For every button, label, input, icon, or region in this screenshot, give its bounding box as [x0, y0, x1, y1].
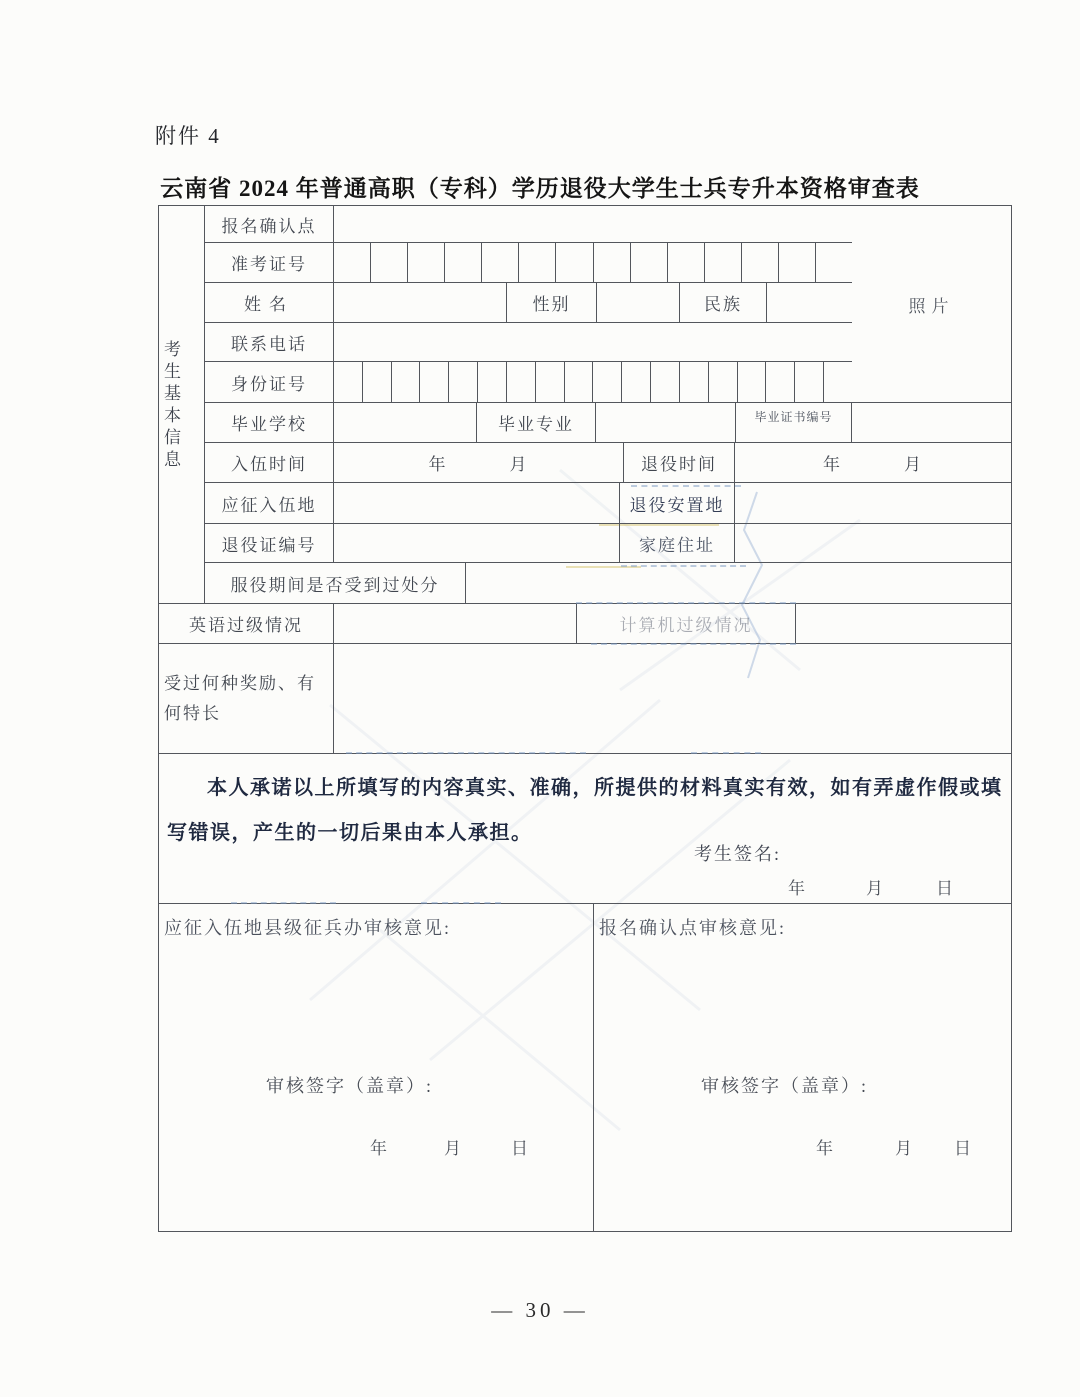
- english-level-input[interactable]: [334, 604, 577, 644]
- label-text: 计算机过级情况: [619, 616, 753, 635]
- review-box-title: 应征入伍地县级征兵办审核意见:: [164, 918, 451, 938]
- day-label: 日: [954, 1139, 973, 1158]
- scan-artifact: [231, 902, 336, 904]
- review-box-title: 报名确认点审核意见:: [599, 918, 787, 938]
- year-label: 年: [428, 455, 448, 474]
- label-computer-level: [577, 604, 796, 644]
- digit-box[interactable]: [779, 243, 816, 282]
- label-english-level: [159, 604, 334, 644]
- settle-place-input[interactable]: [735, 483, 1011, 524]
- digit-box[interactable]: [449, 362, 478, 402]
- label-text: 联系电话: [231, 334, 307, 354]
- label-text: 毕业学校: [231, 415, 307, 434]
- digit-box[interactable]: [709, 362, 738, 402]
- label-home-address: [620, 524, 735, 563]
- page-number: — 30 —: [491, 1298, 589, 1322]
- review-sign-label: 审核签字（盖章）:: [266, 1076, 434, 1096]
- scan-artifact: [421, 902, 501, 904]
- name-input[interactable]: [334, 283, 507, 323]
- digit-box[interactable]: [680, 362, 709, 402]
- gender-input[interactable]: [597, 283, 680, 323]
- ethnicity-input[interactable]: [767, 283, 852, 323]
- label-grad-major: [477, 403, 596, 443]
- label-text: 准考证号: [231, 255, 307, 274]
- retire-cert-no-input[interactable]: [334, 524, 620, 563]
- day-label: 日: [936, 879, 953, 898]
- label-text: 毕业专业: [498, 415, 574, 434]
- sidebar-line: 考生: [164, 339, 186, 381]
- label-text: 家庭住址: [639, 535, 715, 555]
- digit-box[interactable]: [556, 243, 593, 282]
- diploma-no-input[interactable]: [852, 403, 1011, 443]
- awards-input[interactable]: [334, 644, 1011, 754]
- label-text: 毕业证书编号: [754, 410, 833, 424]
- digit-box[interactable]: [766, 362, 795, 402]
- discipline-input[interactable]: [466, 563, 1011, 604]
- digit-box[interactable]: [816, 243, 852, 282]
- review-box-recruitment-office[interactable]: [159, 904, 594, 1231]
- digit-box[interactable]: [408, 243, 445, 282]
- page-title: 云南省 2024 年普通高职（专科）学历退役大学生士兵专升本资格审查表: [160, 176, 920, 201]
- grad-school-input[interactable]: [334, 403, 477, 443]
- label-phone: [205, 323, 334, 362]
- enlist-time-input[interactable]: [334, 443, 624, 483]
- phone-input[interactable]: [334, 323, 852, 362]
- candidate-signature-label: 考生签名:: [694, 844, 782, 864]
- year-label: 年: [788, 879, 805, 898]
- label-settle-place: [620, 483, 735, 524]
- digit-box[interactable]: [795, 362, 824, 402]
- label-text: 民族: [704, 295, 742, 314]
- scan-artifact: [576, 602, 796, 604]
- label-enlist-place: [205, 483, 334, 524]
- qualification-review-table: [158, 205, 1012, 1232]
- label-grad-school: [205, 403, 334, 443]
- year-label: 年: [816, 1139, 835, 1158]
- digit-box[interactable]: [536, 362, 565, 402]
- digit-box[interactable]: [519, 243, 556, 282]
- digit-box[interactable]: [363, 362, 392, 402]
- label-text: 应征入伍地: [221, 495, 317, 515]
- scan-artifact: [621, 565, 746, 567]
- digit-box[interactable]: [594, 243, 631, 282]
- digit-box[interactable]: [705, 243, 742, 282]
- digit-box[interactable]: [565, 362, 594, 402]
- digit-box[interactable]: [371, 243, 408, 282]
- digit-box[interactable]: [738, 362, 767, 402]
- attachment-label: 附件 4: [155, 124, 221, 148]
- digit-box[interactable]: [593, 362, 622, 402]
- photo-placeholder: [852, 206, 1011, 403]
- photo-label: 照片: [908, 296, 955, 316]
- digit-box[interactable]: [631, 243, 668, 282]
- label-text: 受过何种奖励、有何特长: [164, 673, 316, 723]
- digit-box[interactable]: [392, 362, 421, 402]
- label-text: 退役证编号: [221, 535, 317, 555]
- label-id-number: [205, 362, 334, 403]
- label-discipline: [205, 563, 466, 604]
- digit-box[interactable]: [668, 243, 705, 282]
- home-address-input[interactable]: [735, 524, 1011, 563]
- digit-box[interactable]: [651, 362, 680, 402]
- digit-box[interactable]: [824, 362, 852, 402]
- label-text: 英语过级情况: [189, 616, 303, 635]
- year-label: 年: [823, 455, 842, 474]
- label-admission-ticket: [205, 243, 334, 283]
- label-awards: [159, 644, 334, 754]
- label-text: 报名确认点: [221, 216, 317, 236]
- pledge-text: 本人承诺以上所填写的内容真实、准确，所提供的材料真实有效，如有弄虚作假或填写错误，产生的一切后果由本人承担。: [167, 777, 1003, 844]
- retire-time-input[interactable]: [735, 443, 1011, 483]
- digit-box[interactable]: [482, 243, 519, 282]
- label-text: 姓名: [244, 295, 294, 314]
- label-enlist-time: [205, 443, 334, 483]
- review-sign-label: 审核签字（盖章）:: [701, 1076, 869, 1096]
- month-label: 月: [895, 1139, 914, 1158]
- digit-box[interactable]: [420, 362, 449, 402]
- label-text: 服役期间是否受到过处分: [230, 575, 440, 595]
- scan-artifact: [691, 752, 761, 754]
- grad-major-input[interactable]: [596, 403, 736, 443]
- sidebar-line: 信息: [164, 427, 186, 469]
- label-gender: [507, 283, 597, 323]
- digit-box[interactable]: [334, 243, 371, 282]
- digit-box[interactable]: [622, 362, 651, 402]
- admission-ticket-digit-boxes[interactable]: [334, 243, 852, 283]
- pledge-section: [159, 754, 1011, 904]
- scan-artifact: [631, 485, 741, 487]
- enlist-place-input[interactable]: [334, 483, 620, 524]
- day-label: 日: [511, 1139, 530, 1158]
- month-label: 月: [904, 455, 923, 474]
- label-retire-time: [624, 443, 735, 483]
- label-text: 入伍时间: [231, 455, 307, 474]
- label-ethnicity: [680, 283, 767, 323]
- id-number-digit-boxes[interactable]: [334, 362, 852, 403]
- review-box-confirmation-point[interactable]: [594, 904, 1011, 1231]
- month-label: 月: [509, 455, 529, 474]
- label-registration-point: [205, 206, 334, 243]
- label-text: 身份证号: [231, 374, 307, 394]
- digit-box[interactable]: [334, 362, 363, 402]
- scan-artifact: [591, 643, 796, 645]
- digit-box[interactable]: [478, 362, 507, 402]
- sidebar-line: 基本: [164, 383, 186, 425]
- year-label: 年: [370, 1139, 389, 1158]
- scan-artifact: [346, 752, 586, 754]
- month-label: 月: [866, 879, 883, 898]
- computer-level-input[interactable]: [796, 604, 1011, 644]
- digit-box[interactable]: [445, 243, 482, 282]
- label-text: 性别: [532, 295, 571, 314]
- sidebar-candidate-basic-info: [159, 206, 205, 604]
- label-name: [205, 283, 334, 323]
- label-text: 退役时间: [641, 455, 717, 474]
- label-diploma-no: [736, 403, 852, 443]
- label-text: 退役安置地: [629, 495, 725, 515]
- month-label: 月: [444, 1139, 463, 1158]
- digit-box[interactable]: [742, 243, 779, 282]
- label-retire-cert-no: [205, 524, 334, 563]
- digit-box[interactable]: [507, 362, 536, 402]
- registration-point-input[interactable]: [334, 206, 852, 243]
